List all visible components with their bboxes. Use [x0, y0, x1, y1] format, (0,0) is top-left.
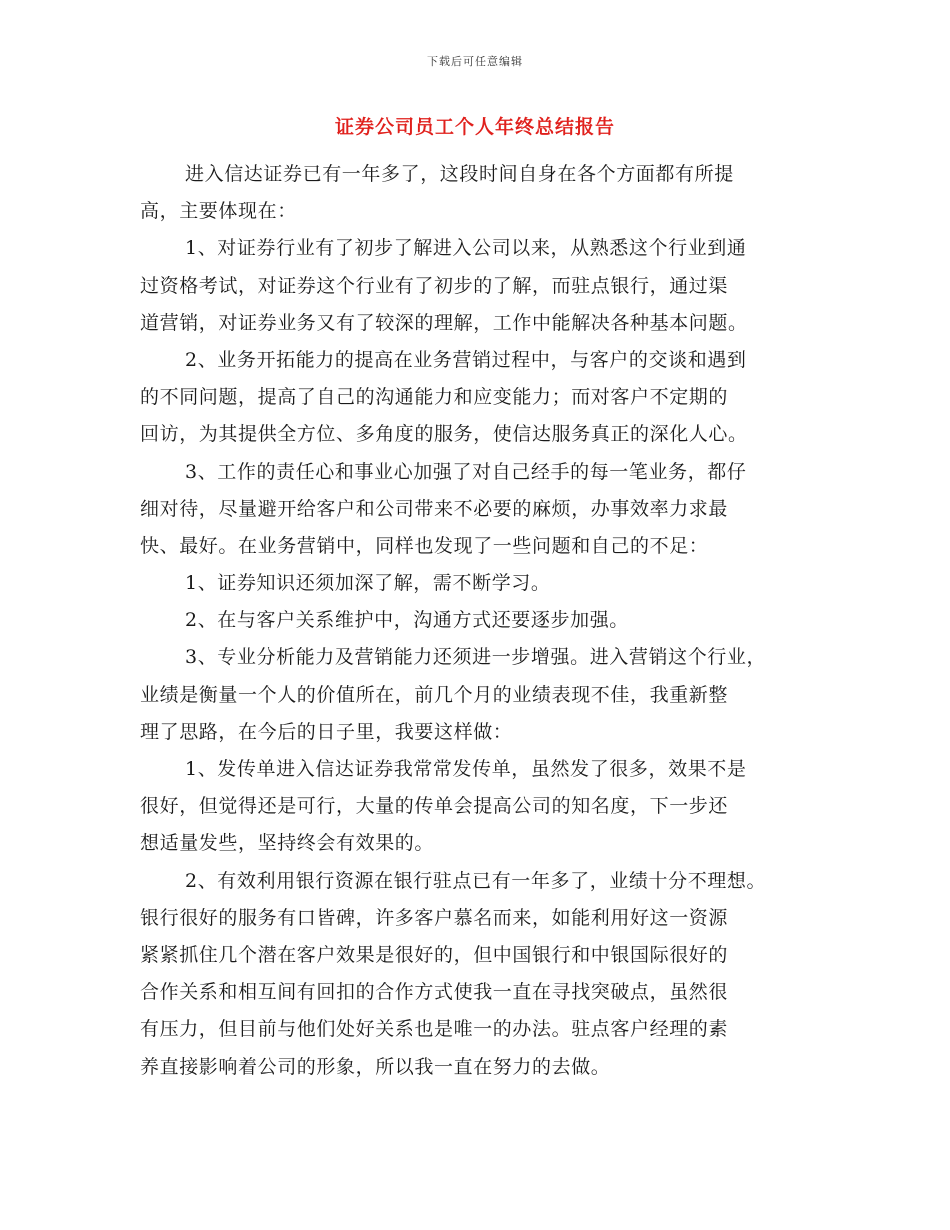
paragraph-line: 快、最好。在业务营销中，同样也发现了一些问题和自己的不足：: [140, 534, 709, 557]
paragraph-first-line: 1、证券知识还须加深了解，需不断学习。: [185, 572, 551, 595]
paragraph-line: 合作关系和相互间有回扣的合作方式使我一直在寻找突破点，虽然很: [140, 981, 729, 1004]
document-title: 证券公司员工个人年终总结报告: [334, 116, 615, 138]
page-header: 下载后可任意编辑: [427, 55, 523, 68]
paragraph-first-line: 2、有效利用银行资源在银行驻点已有一年多了，业绩十分不理想。: [185, 869, 767, 892]
paragraph-line: 有压力，但目前与他们处好关系也是唯一的办法。驻点客户经理的素: [140, 1018, 729, 1041]
paragraph-line: 过资格考试，对证券这个行业有了初步的了解，而驻点银行，通过渠: [140, 274, 729, 297]
document-body: [140, 156, 830, 1086]
paragraph-line: 银行很好的服务有口皆碑，许多客户慕名而来，如能利用好这一资源: [140, 906, 729, 929]
paragraph-line: 紧紧抓住几个潜在客户效果是很好的，但中国银行和中银国际很好的: [140, 943, 729, 966]
paragraph-first-line: 3、专业分析能力及营销能力还须进一步增强。进入营销这个行业，: [185, 646, 767, 669]
paragraph-first-line: 3、工作的责任心和事业心加强了对自己经手的每一笔业务，都仔: [185, 460, 747, 483]
paragraph-line: 高，主要体现在：: [140, 200, 297, 223]
paragraph-line: 的不同问题，提高了自己的沟通能力和应变能力；而对客户不定期的: [140, 386, 729, 409]
paragraph-line: 道营销，对证券业务又有了较深的理解，工作中能解决各种基本问题。: [140, 311, 748, 334]
paragraph-line: 养直接影响着公司的形象，所以我一直在努力的去做。: [140, 1055, 611, 1078]
paragraph-line: 细对待，尽量避开给客户和公司带来不必要的麻烦，办事效率力求最: [140, 497, 729, 520]
paragraph-line: 想适量发些，坚持终会有效果的。: [140, 832, 435, 855]
paragraph-first-line: 1、对证券行业有了初步了解进入公司以来，从熟悉这个行业到通: [185, 237, 747, 260]
paragraph-first-line: 进入信达证券已有一年多了，这段时间自身在各个方面都有所提: [185, 163, 734, 185]
paragraph-first-line: 1、发传单进入信达证券我常常发传单，虽然发了很多，效果不是: [185, 758, 747, 780]
paragraph-line: 回访，为其提供全方位、多角度的服务，使信达服务真正的深化人心。: [140, 423, 748, 446]
paragraph-line: 很好，但觉得还是可行，大量的传单会提高公司的知名度，下一步还: [140, 795, 729, 818]
paragraph-first-line: 2、在与客户关系维护中，沟通方式还要逐步加强。: [185, 609, 629, 632]
paragraph-first-line: 2、业务开拓能力的提高在业务营销过程中，与客户的交谈和遇到: [185, 348, 747, 371]
paragraph-line: 业绩是衡量一个人的价值所在，前几个月的业绩表现不佳，我重新整: [140, 683, 729, 706]
paragraph-line: 理了思路，在今后的日子里，我要这样做：: [140, 720, 513, 743]
